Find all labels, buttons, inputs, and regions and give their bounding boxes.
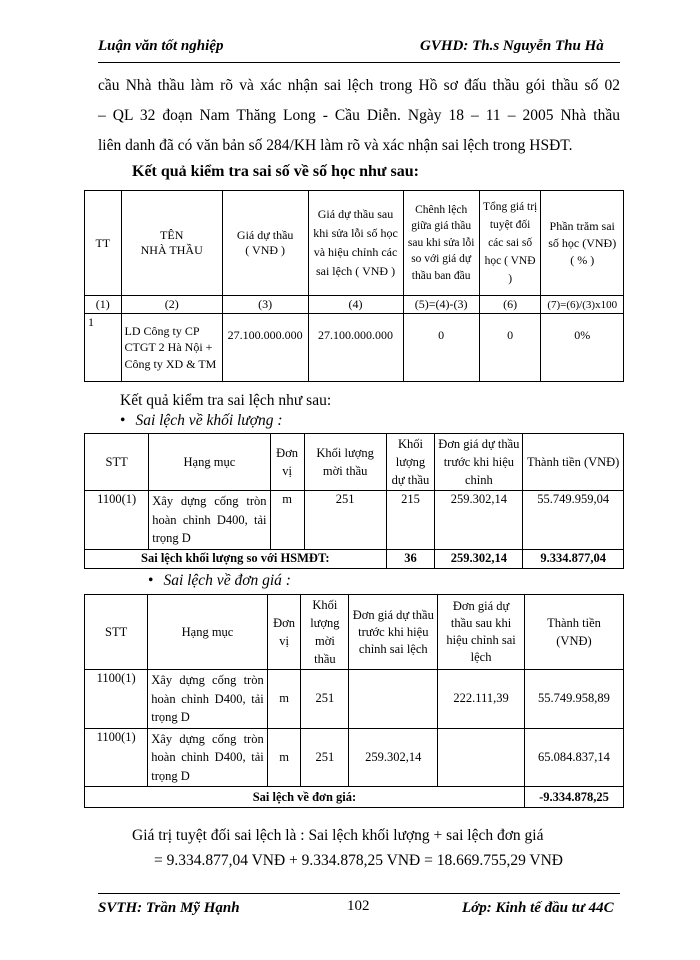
- t1-row-tt: 1: [85, 314, 122, 382]
- t3-row2-stt: 1100(1): [85, 728, 148, 787]
- t3-row2-unit: m: [267, 728, 301, 787]
- t1-row-diff: 0: [403, 314, 479, 382]
- t2-header-tender-qty: Khối lượng dự thầu: [386, 434, 435, 491]
- footer-right: Lớp: Kinh tế đầu tư 44C: [462, 900, 614, 916]
- t2-total-label: Sai lệch khối lượng so với HSMĐT:: [85, 549, 387, 568]
- t2-header-amount: Thành tiền (VNĐ): [523, 434, 624, 491]
- t3-header-bid-qty: Khối lượng mời thầu: [301, 595, 349, 670]
- t2-row-amount: 55.749.959,04: [523, 491, 624, 550]
- t2-header-stt: STT: [85, 434, 149, 491]
- t3-total-amount: -9.334.878,25: [524, 787, 623, 808]
- t3-row2-price-before: 259.302,14: [349, 728, 438, 787]
- t2-total-amount: 9.334.877,04: [523, 549, 624, 568]
- t3-row2-bid-qty: 251: [301, 728, 349, 787]
- t3-row1-item: Xây dựng cống tròn hoàn chỉnh D400, tải trọng D: [148, 670, 267, 729]
- t3-row2-item: Xây dựng cống tròn hoàn chỉnh D400, tải trọng D: [148, 728, 267, 787]
- t2-total-qty: 36: [386, 549, 435, 568]
- header-left: Luận văn tốt nghiệp: [98, 38, 224, 54]
- t2-row-item: Xây dựng cống tròn hoàn chỉnh D400, tải trọng D: [149, 491, 270, 550]
- t3-header-amount: Thành tiền (VNĐ): [524, 595, 623, 670]
- t1-row-percent: 0%: [541, 314, 624, 382]
- bullet-quantity: • Sai lệch về khối lượng :: [120, 412, 283, 429]
- t3-row1-unit: m: [267, 670, 301, 729]
- t1-header-tt: TT: [85, 191, 122, 296]
- t1-header-corrected: Giá dự thầu sau khi sửa lỗi số học và hiệu chỉnh các sai lệch ( VNĐ ): [308, 191, 403, 296]
- t1-index-5: (5)=(4)-(3): [403, 296, 479, 314]
- conclusion-line-1: Giá trị tuyệt đối sai lệch là : Sai lệch khối lượng + sai lệch đơn giá: [132, 827, 544, 844]
- t1-row-corrected: 27.100.000.000: [308, 314, 403, 382]
- intro-line-2: – QL 32 đoạn Nam Thăng Long - Cầu Diễn. Ngày 18 – 11 – 2005 Nhà thầu: [98, 107, 620, 124]
- page-number: 102: [347, 898, 370, 914]
- t3-header-price-after: Đơn giá dự thầu sau khi hiệu chỉnh sai lệch: [438, 595, 525, 670]
- bullet-icon: •: [148, 572, 154, 589]
- t1-index-2: (2): [121, 296, 222, 314]
- t3-row1-amount: 55.749.958,89: [524, 670, 623, 729]
- t1-row-bid: 27.100.000.000: [222, 314, 308, 382]
- t2-row-unit-price: 259.302,14: [435, 491, 523, 550]
- bullet-icon: •: [120, 412, 126, 429]
- t1-index-3: (3): [222, 296, 308, 314]
- header-right: GVHD: Th.s Nguyễn Thu Hà: [420, 38, 604, 54]
- t1-index-6: (6): [479, 296, 541, 314]
- quantity-deviation-table: [84, 433, 624, 569]
- conclusion-line-2: = 9.334.877,04 VNĐ + 9.334.878,25 VNĐ = 18.669.755,29 VNĐ: [154, 852, 564, 869]
- t2-row-unit: m: [270, 491, 304, 550]
- bullet-unit-price: • Sai lệch về đơn giá :: [148, 572, 291, 589]
- section2-title: Kết quả kiểm tra sai lệch như sau:: [120, 392, 332, 409]
- t3-row1-bid-qty: 251: [301, 670, 349, 729]
- t3-header-price-before: Đơn giá dự thầu trước khi hiệu chỉnh sai lệch: [349, 595, 438, 670]
- t2-row-bid-qty: 251: [304, 491, 386, 550]
- t2-row-tender-qty: 215: [386, 491, 435, 550]
- t1-index-4: (4): [308, 296, 403, 314]
- t2-header-bid-qty: Khối lượng mời thầu: [304, 434, 386, 491]
- t2-header-unit-price: Đơn giá dự thầu trước khi hiệu chỉnh: [435, 434, 523, 491]
- t1-row-name: LD Công ty CP CTGT 2 Hà Nội + Công ty XD & TM: [121, 314, 222, 382]
- t3-header-stt: STT: [85, 595, 148, 670]
- t2-header-unit: Đơn vị: [270, 434, 304, 491]
- t1-header-bid: Giá dự thầu ( VNĐ ): [222, 191, 308, 296]
- t3-row2-amount: 65.084.837,14: [524, 728, 623, 787]
- t2-total-price: 259.302,14: [435, 549, 523, 568]
- section1-title: Kết quả kiểm tra sai số về số học như sau:: [132, 163, 419, 180]
- t3-row2-price-after: [438, 728, 525, 787]
- t1-index-1: (1): [85, 296, 122, 314]
- t3-header-item: Hạng mục: [148, 595, 267, 670]
- t3-total-label: Sai lệch về đơn giá:: [85, 787, 525, 808]
- t3-row1-stt: 1100(1): [85, 670, 148, 729]
- t1-header-abs-total: Tổng giá trị tuyệt đối các sai số học ( VNĐ ): [479, 191, 541, 296]
- intro-line-1: cầu Nhà thầu làm rõ và xác nhận sai lệch trong Hồ sơ đấu thầu gói thầu số 02: [98, 77, 620, 94]
- header-rule: [98, 62, 620, 63]
- t3-row1-price-after: 222.111,39: [438, 670, 525, 729]
- footer-rule: [98, 893, 620, 894]
- t1-header-percent: Phần trăm sai số học (VNĐ) ( % ): [541, 191, 624, 296]
- t1-header-name: TÊN NHÀ THẦU: [121, 191, 222, 296]
- t1-row-abs-total: 0: [479, 314, 541, 382]
- footer-left: SVTH: Trần Mỹ Hạnh: [98, 900, 240, 916]
- t2-header-item: Hạng mục: [149, 434, 270, 491]
- intro-line-3: liên danh đã có văn bản số 284/KH làm rõ và xác nhận sai lệch trong HSĐT.: [98, 137, 573, 154]
- t1-header-diff: Chênh lệch giữa giá thầu sau khi sửa lỗi so với giá dự thầu ban đầu: [403, 191, 479, 296]
- t1-index-7: (7)=(6)/(3)x100: [541, 296, 624, 314]
- unit-price-deviation-table: [84, 594, 624, 808]
- t3-row1-price-before: [349, 670, 438, 729]
- arithmetic-check-table: [84, 190, 624, 382]
- t2-row-stt: 1100(1): [85, 491, 149, 550]
- t3-header-unit: Đơn vị: [267, 595, 301, 670]
